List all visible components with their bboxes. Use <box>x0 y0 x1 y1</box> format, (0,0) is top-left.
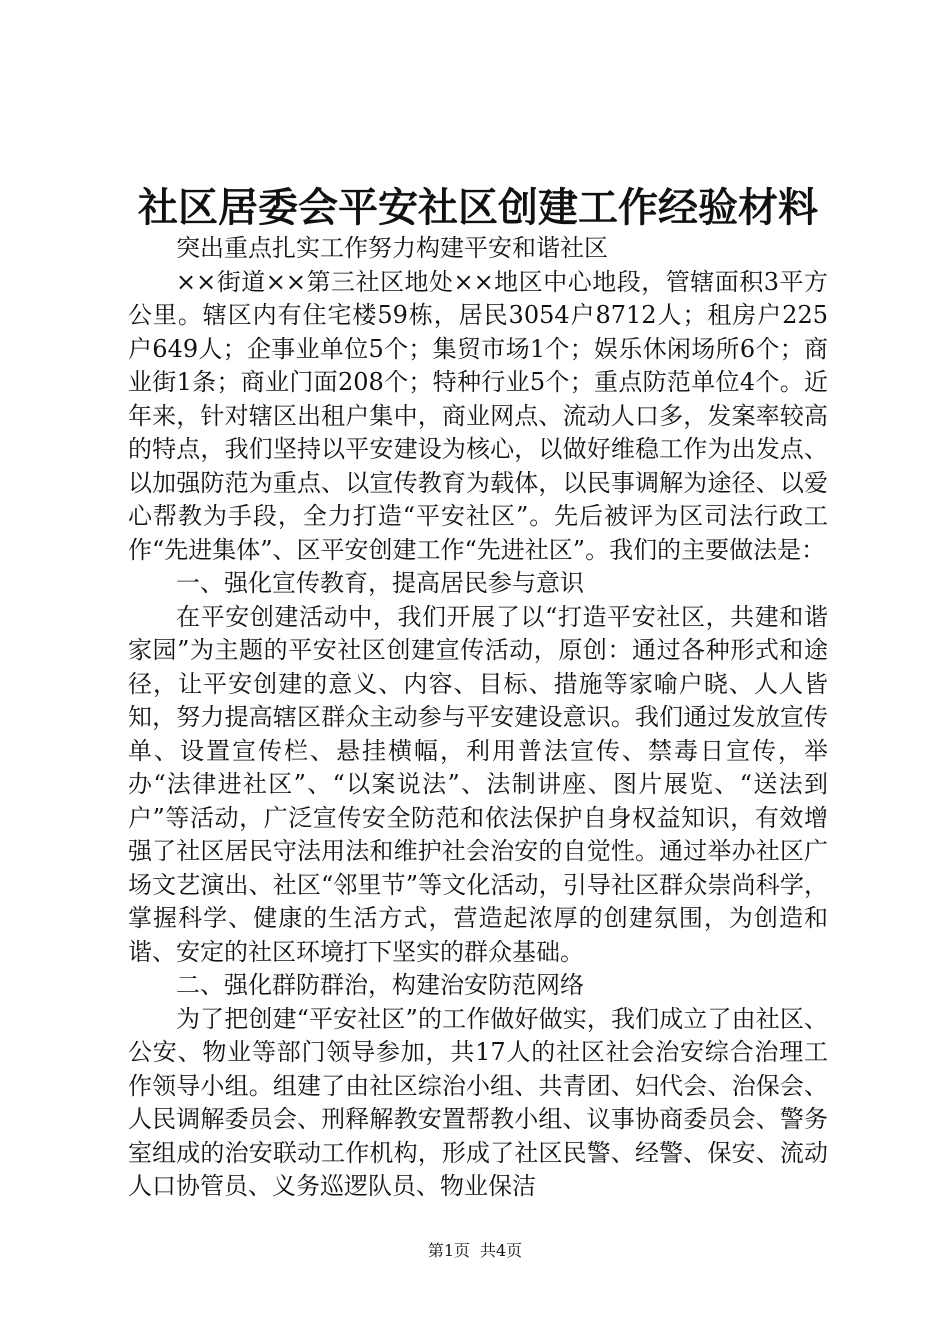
section-heading-1: 一、强化宣传教育，提高居民参与意识 <box>176 569 584 597</box>
page-footer <box>0 1240 950 1262</box>
section-heading-2: 二、强化群防群治，构建治安防范网络 <box>176 971 584 999</box>
document-title: 社区居委会平安社区创建工作经验材料 <box>138 184 818 231</box>
document-body <box>128 232 828 1204</box>
page-number-total: 共4页 <box>480 1241 523 1260</box>
page-number-current: 第1页 <box>427 1241 470 1260</box>
paragraph-intro: ××街道××第三社区地处××地区中心地段，管辖面积3平方公里。辖区内有住宅楼59栋，居民3054户8712人；租房户225户649人；企事业单位5个；集贸市场1个；娱乐休闲场所6个；商业街1条；商业门面208个；特种行业5个；重点防范单位4个。近年来，针对辖区出租户集中，商业网点、流动人口多，发案率较高的特点，我们坚持以平安建设为核心，以做好维稳工作为出发点、以加强防范为重点、以宣传教育为载体，以民事调解为途径、以爱心帮教为手段，全力打造“平安社区”。先后被评为区司法行政工作“先进集体”、区平安创建工作“先进社区”。我们的主要做法是： <box>128 267 828 564</box>
paragraph-section-1: 在平安创建活动中，我们开展了以“打造平安社区，共建和谐家园”为主题的平安社区创建宣传活动，原创：通过各种形式和途径，让平安创建的意义、内容、目标、措施等家喻户晓、人人皆知，努力提高辖区群众主动参与平安建设意识。我们通过发放宣传单、设置宣传栏、悬挂横幅，利用普法宣传、禁毒日宣传，举办“法律进社区”、“以案说法”、法制讲座、图片展览、“送法到户”等活动，广泛宣传安全防范和依法保护自身权益知识，有效增强了社区居民守法用法和维护社会治安的自觉性。通过举办社区广场文艺演出、社区“邻里节”等文化活动，引导社区群众崇尚科学，掌握科学、健康的生活方式，营造起浓厚的创建氛围，为创造和谐、安定的社区环境打下坚实的群众基础。 <box>128 602 828 966</box>
paragraph-subtitle: 突出重点扎实工作努力构建平安和谐社区 <box>176 234 608 262</box>
paragraph-section-2: 为了把创建“平安社区”的工作做好做实，我们成立了由社区、公安、物业等部门领导参加，共17人的社区社会治安综合治理工作领导小组。组建了由社区综治小组、共青团、妇代会、治保会、人民调解委员会、刑释解教安置帮教小组、议事协商委员会、警务室组成的治安联动工作机构，形成了社区民警、经警、保安、流动人口协管员、义务巡逻队员、物业保洁 <box>128 1004 828 1200</box>
